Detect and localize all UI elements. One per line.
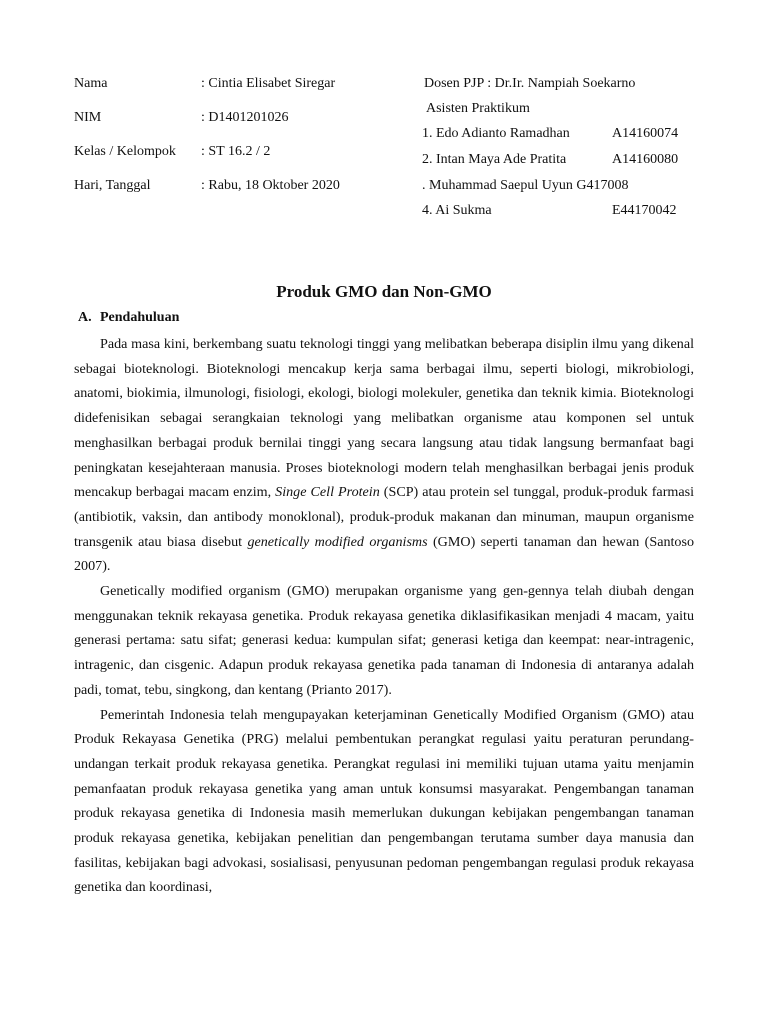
student-info-label: NIM	[74, 110, 102, 125]
student-info-value: : D1401201026	[201, 110, 289, 125]
section-heading	[78, 308, 179, 328]
asisten-id: A14160074	[612, 126, 679, 141]
asisten-id: E44170042	[612, 203, 677, 218]
paragraph-2: Genetically modified organism (GMO) merupakan organisme yang gen-gennya telah diubah dengan menggunakan teknik rekayasa genetika. Produk rekayasa genetika diklasifikasikan menjadi 4 macam, yaitu generasi pertama: satu sifat; generasi kedua: kumpulan sifat; generasi ketiga dan keempat: near-intragenic, intragenic, dan cisgenic. Adapun produk rekayasa genetika pada tanaman di Indonesia di antaranya adalah padi, tomat, tebu, singkong, dan kentang (Prianto 2017).	[74, 583, 694, 698]
section-letter: A.	[78, 310, 92, 325]
dosen-line: Dosen PJP : Dr.Ir. Nampiah Soekarno	[424, 76, 636, 91]
italic-term: Singe Cell Protein	[275, 484, 380, 501]
paragraph-3: Pemerintah Indonesia telah mengupayakan keterjaminan Genetically Modified Organism (GMO) atau Produk Rekayasa Genetika (PRG) melalui pembentukan perangkat regulasi yaitu peraturan perundang-undangan terkait produk rekayasa genetika. Perangkat regulasi ini memiliki tujuan utama yaitu menjamin pemanfaatan produk rekayasa genetika yang aman untuk konsumsi masyarakat. Pengembangan tanaman produk rekayasa genetika di Indonesia masih memerlukan dukungan kebijakan pengembangan tanaman produk rekayasa genetika, kebijakan penelitian dan pengembangan terutama sumber daya manusia dan fasilitas, kebijakan bagi advokasi, sosialisasi, penyusunan pedoman pengembangan regulasi produk rekayasa genetika dan koordinasi,	[74, 706, 694, 896]
asisten-id: A14160080	[612, 152, 679, 167]
asisten-name: 4. Ai Sukma	[422, 203, 492, 218]
student-info-label: Nama	[74, 76, 108, 91]
asisten-heading: Asisten Praktikum	[426, 101, 530, 116]
section-title: Pendahuluan	[100, 310, 180, 325]
paragraph-text: Pada masa kini, berkembang suatu teknologi tinggi yang melibatkan beberapa disiplin ilmu yang dikenal sebagai bioteknologi. Bioteknologi mencakup kerja sama berbagai ilmu, seperti biologi, mikrobiologi, anatomi, biokimia, ilmunologi, fisiologi, ekologi, biologi molekuler, genetika dan teknik kimia. Bioteknologi didefenisikan sebagai serangkaian teknologi yang melibatkan organisme atau komponen sel untuk menghasilkan berbagai produk bernilai tinggi yang secara langsung atau tidak langsung bermanfaat bagi peningkatan kesejahteraan manusia. Proses bioteknologi modern telah menghasilkan berbagai jenis produk mencakup berbagai macam enzim,	[74, 336, 694, 501]
asisten-name: . Muhammad Saepul Uyun G417008	[422, 178, 629, 193]
paragraph-1	[74, 332, 694, 579]
student-info-label: Hari, Tanggal	[74, 178, 151, 193]
body-text	[74, 332, 694, 900]
document-title: Produk GMO dan Non-GMO	[276, 282, 492, 301]
asisten-name: 2. Intan Maya Ade Pratita	[422, 152, 567, 167]
paragraph-text: (SCP) atau protein sel tunggal, produk-produk farmasi (antibiotik, vaksin, dan antibody monoklonal), produk-produk makanan dan minuman, maupun organisme transgenik atau biasa disebut	[74, 484, 695, 550]
student-info-value: : Rabu, 18 Oktober 2020	[201, 178, 340, 193]
student-info-value: : ST 16.2 / 2	[201, 144, 271, 159]
student-info-label: Kelas / Kelompok	[74, 144, 176, 159]
asisten-name: 1. Edo Adianto Ramadhan	[422, 126, 570, 141]
italic-term: genetically modified organisms	[247, 533, 428, 550]
student-info-value: : Cintia Elisabet Siregar	[201, 76, 336, 91]
paragraph-text: (GMO) seperti tanaman dan hewan (Santoso 2007).	[74, 533, 695, 575]
